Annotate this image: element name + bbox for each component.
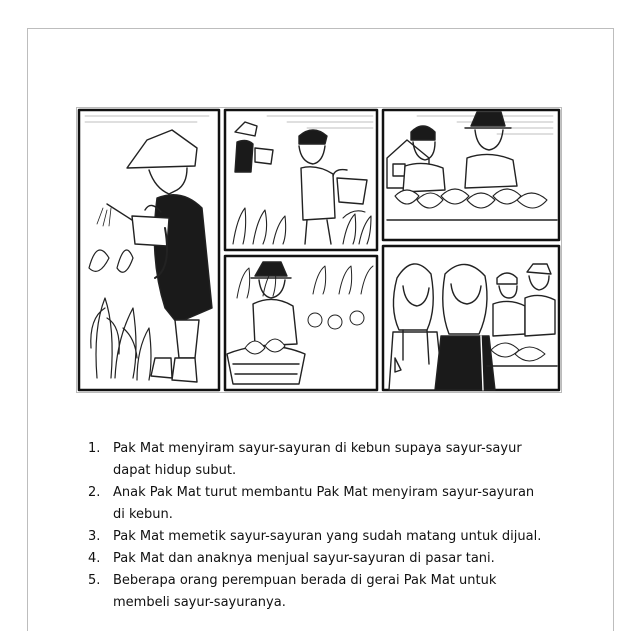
caption-line: Anak Pak Mat turut membantu Pak Mat menyiram sayur-sayuran bbox=[113, 485, 535, 500]
caption-line: Beberapa orang perempuan berada di gerai Pak Mat untuk bbox=[113, 573, 497, 588]
panel-son-helping bbox=[225, 110, 377, 250]
caption-line: di kebun. bbox=[113, 507, 173, 522]
panel-market-stall bbox=[383, 110, 559, 240]
caption-item bbox=[88, 482, 588, 526]
comic-strip bbox=[76, 107, 562, 393]
caption-line: dapat hidup subut. bbox=[113, 463, 237, 478]
caption-line: Pak Mat dan anaknya menjual sayur-sayuran di pasar tani. bbox=[113, 551, 495, 566]
caption-number: 5. bbox=[88, 573, 101, 588]
caption-line: Pak Mat memetik sayur-sayuran yang sudah matang untuk dijual. bbox=[113, 529, 542, 544]
caption-item bbox=[88, 526, 588, 548]
caption-list bbox=[88, 438, 588, 614]
caption-line: membeli sayur-sayuranya. bbox=[113, 595, 286, 610]
caption-number: 3. bbox=[88, 529, 101, 544]
caption-line: Pak Mat menyiram sayur-sayuran di kebun supaya sayur-sayur bbox=[113, 441, 522, 456]
caption-number: 1. bbox=[88, 441, 101, 456]
caption-number: 4. bbox=[88, 551, 101, 566]
panel-harvesting bbox=[225, 256, 377, 390]
caption-item bbox=[88, 570, 588, 614]
caption-item bbox=[88, 438, 588, 482]
panel-watering-alone bbox=[79, 110, 219, 390]
caption-item bbox=[88, 548, 588, 570]
panel-customers bbox=[383, 246, 559, 390]
caption-number: 2. bbox=[88, 485, 101, 500]
